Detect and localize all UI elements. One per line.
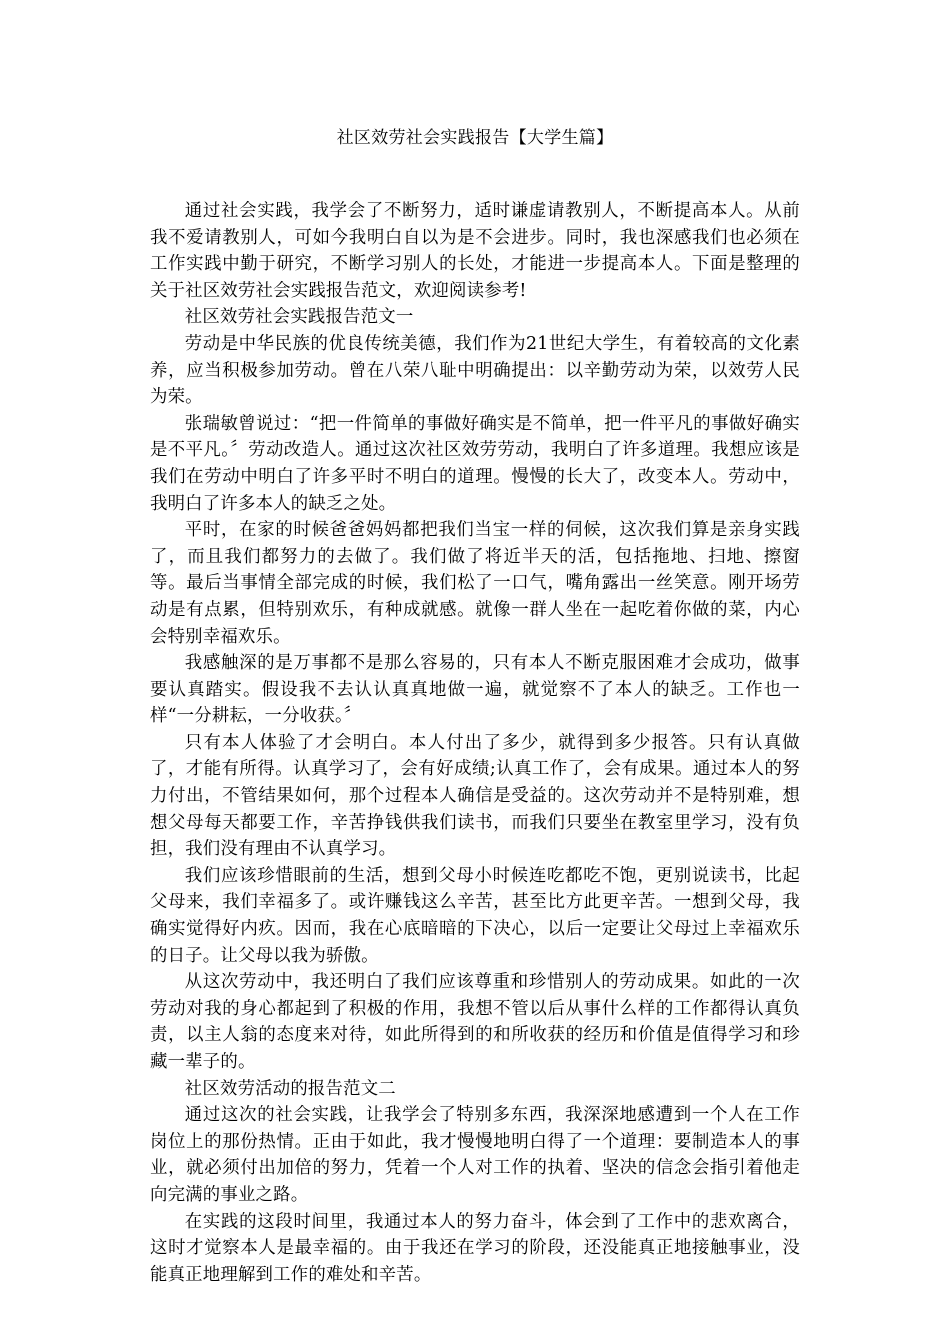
paragraph: 通过这次的社会实践，让我学会了特别多东西，我深深地感遭到一个人在工作岗位上的那份热情。正由于如此，我才慢慢地明白得了一个道理：要制造本人的事业，就必须付出加倍的努力，凭着一个人对工作的执着、坚决的信念会指引着他走向完满的事业之路。 [150,1105,800,1205]
paragraph: 平时，在家的时候爸爸妈妈都把我们当宝一样的伺候，这次我们算是亲身实践了，而且我们都努力的去做了。我们做了将近半天的活，包括拖地、扫地、擦窗等。最后当事情全部完成的时候，我们松了一口气，嘴角露出一丝笑意。刚开场劳动是有点累，但特别欢乐，有种成就感。就像一群人坐在一起吃着你做的菜，内心会特别幸福欢乐。 [150,520,800,647]
paragraph: 我感触深的是万事都不是那么容易的，只有本人不断克服困难才会成功，做事要认真踏实。假设我不去认认真真地做一遍，就觉察不了本人的缺乏。工作也一样“一分耕耘，一分收获。〞 [150,653,800,727]
paragraph: 劳动是中华民族的优良传统美德，我们作为21世纪大学生，有着较高的文化素养，应当积极参加劳动。曾在八荣八耻中明确提出：以辛勤劳动为荣，以效劳人民为荣。 [150,333,800,408]
section-heading-2: 社区效劳活动的报告范文二 [184,1078,396,1099]
paragraph-intro: 通过社会实践，我学会了不断努力，适时谦虚请教别人，不断提高本人。从前我不爱请教别人，可如今我明白自以为是不会进步。同时，我也深感我们也必须在工作实践中勤于研究，不断学习别人的长处，才能进一步提高本人。下面是整理的关于社区效劳社会实践报告范文，欢迎阅读参考! [150,201,800,301]
paragraph: 我们应该珍惜眼前的生活，想到父母小时候连吃都吃不饱，更别说读书，比起父母来，我们幸福多了。或许赚钱这么辛苦，甚至比方此更辛苦。一想到父母，我确实觉得好内疚。因而，我在心底暗暗的下决心，以后一定要让父母过上幸福欢乐的日子。让父母以我为骄傲。 [150,865,800,966]
paragraph: 张瑞敏曾说过：“把一件简单的事做好确实是不简单，把一件平凡的事做好确实是不平凡。〞劳动改造人。通过这次社区效劳劳动，我明白了许多道理。我想应该是我们在劳动中明白了许多平时不明白的道理。慢慢的长大了，改变本人。劳动中，我明白了许多本人的缺乏之处。 [150,413,800,514]
document-body [150,198,800,1288]
paragraph: 在实践的这段时间里，我通过本人的努力奋斗，体会到了工作中的悲欢离合，这时才觉察本人是最幸福的。由于我还在学习的阶段，还没能真正地接触事业，没能真正地理解到工作的难处和辛苦。 [150,1211,800,1285]
paragraph: 从这次劳动中，我还明白了我们应该尊重和珍惜别人的劳动成果。如此的一次劳动对我的身心都起到了积极的作用，我想不管以后从事什么样的工作都得认真负责，以主人翁的态度来对待，如此所得到的和所收获的经历和价值是值得学习和珍藏一辈子的。 [150,972,800,1072]
document-title: 社区效劳社会实践报告【大学生篇】 [336,128,614,148]
section-heading-1: 社区效劳社会实践报告范文一 [184,307,414,328]
paragraph: 只有本人体验了才会明白。本人付出了多少，就得到多少报答。只有认真做了，才能有所得。认真学习了，会有好成绩;认真工作了，会有成果。通过本人的努力付出，不管结果如何，那个过程本人确信是受益的。这次劳动并不是特别难，想想父母每天都要工作，辛苦挣钱供我们读书，而我们只要坐在教室里学习，没有负担，我们没有理由不认真学习。 [150,732,800,860]
